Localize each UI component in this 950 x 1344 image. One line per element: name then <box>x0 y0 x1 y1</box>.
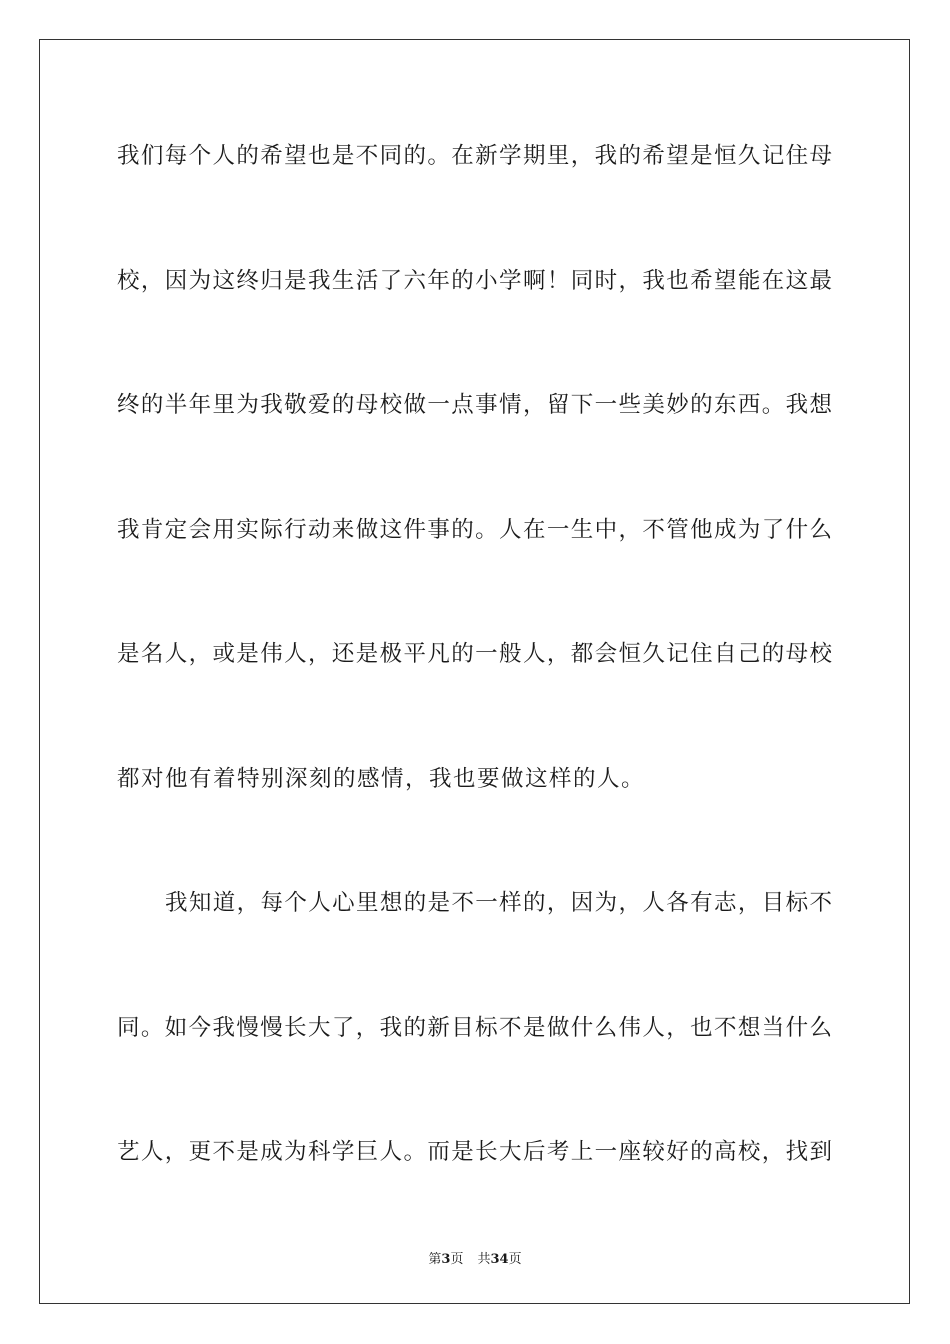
text-line-8: 同。如今我慢慢长大了，我的新目标不是做什么伟人，也不想当什么 <box>117 1015 832 1041</box>
footer-page-unit: 页 <box>450 1252 464 1267</box>
text-line-2: 校，因为这终归是我生活了六年的小学啊！同时，我也希望能在这最 <box>117 268 832 294</box>
text-line-5: 是名人，或是伟人，还是极平凡的一般人，都会恒久记住自己的母校 <box>117 641 832 667</box>
footer-total-unit: 页 <box>508 1252 522 1267</box>
text-line-3: 终的半年里为我敬爱的母校做一点事情，留下一些美妙的东西。我想 <box>117 392 832 418</box>
text-line-4: 我肯定会用实际行动来做这件事的。人在一生中，不管他成为了什么 <box>117 517 832 543</box>
footer-page-current: 3 <box>441 1252 451 1267</box>
page-border <box>39 39 910 1304</box>
text-line-6: 都对他有着特别深刻的感情，我也要做这样的人。 <box>117 766 646 792</box>
footer-page-total: 34 <box>490 1252 509 1267</box>
text-line-7: 我知道，每个人心里想的是不一样的，因为，人各有志，目标不 <box>165 890 832 916</box>
text-line-1: 我们每个人的希望也是不同的。在新学期里，我的希望是恒久记住母 <box>117 143 832 169</box>
page-footer <box>0 1248 950 1267</box>
footer-total-prefix: 共 <box>477 1252 491 1267</box>
footer-page-prefix: 第 <box>428 1252 442 1267</box>
text-line-9: 艺人，更不是成为科学巨人。而是长大后考上一座较好的高校，找到 <box>117 1139 832 1165</box>
